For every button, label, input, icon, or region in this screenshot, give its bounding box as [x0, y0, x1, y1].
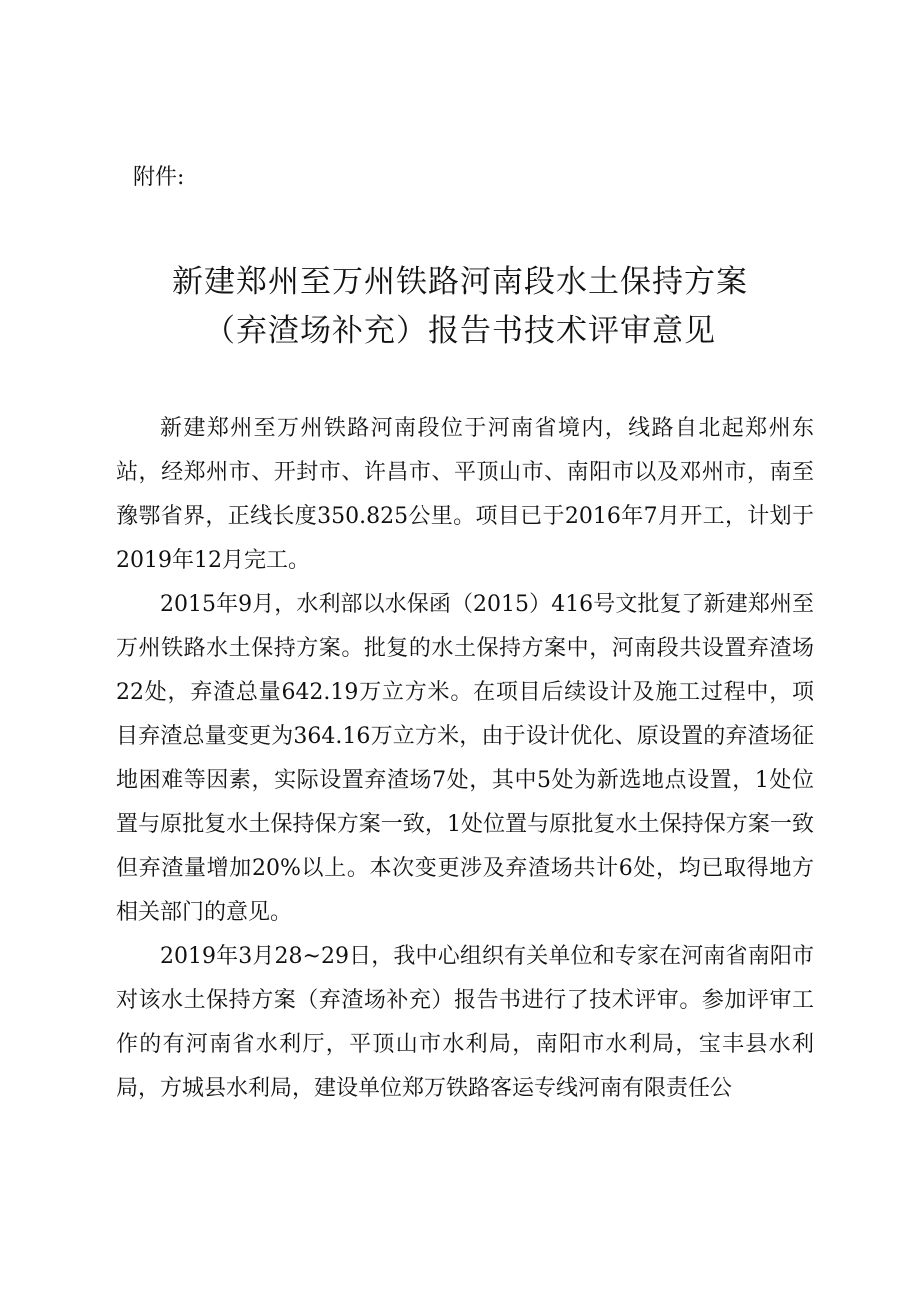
paragraph-approval-history: 2015年9月，水利部以水保函（2015）416号文批复了新建郑州至万州铁路水土保持方案。批复的水土保持方案中，河南段共设置弃渣场22处，弃渣总量642.19万立方米。在项目后续设计及施工过程中，项目弃渣总量变更为364.16万立方米，由于设计优化、原设置的弃渣场征地困难等因素，实际设置弃渣场7处，其中5处为新选地点设置，1处位置与原批复水土保持保方案一致，1处位置与原批复水土保持保方案一致但弃渣量增加20%以上。本次变更涉及弃渣场共计6处，均已取得地方相关部门的意见。 — [116, 592, 814, 925]
document-body — [116, 407, 814, 1111]
paragraph-project-overview: 新建郑州至万州铁路河南段位于河南省境内，线路自北起郑州东站，经郑州市、开封市、许昌市、平顶山市、南阳市以及邓州市，南至豫鄂省界，正线长度350.825公里。项目已于2016年7月开工，计划于2019年12月完工。 — [116, 416, 814, 573]
attachment-label: 附件: — [133, 165, 185, 190]
document-title — [100, 258, 820, 356]
title-line-2: （弃渣场补充）报告书技术评审意见 — [204, 313, 716, 349]
paragraph-review-meeting: 2019年3月28~29日，我中心组织有关单位和专家在河南省南阳市对该水土保持方案（弃渣场补充）报告书进行了技术评审。参加评审工作的有河南省水利厅，平顶山市水利局，南阳市水利局，宝丰县水利局，方城县水利局，建设单位郑万铁路客运专线河南有限责任公 — [116, 944, 814, 1101]
title-line-1: 新建郑州至万州铁路河南段水土保持方案 — [172, 264, 748, 300]
